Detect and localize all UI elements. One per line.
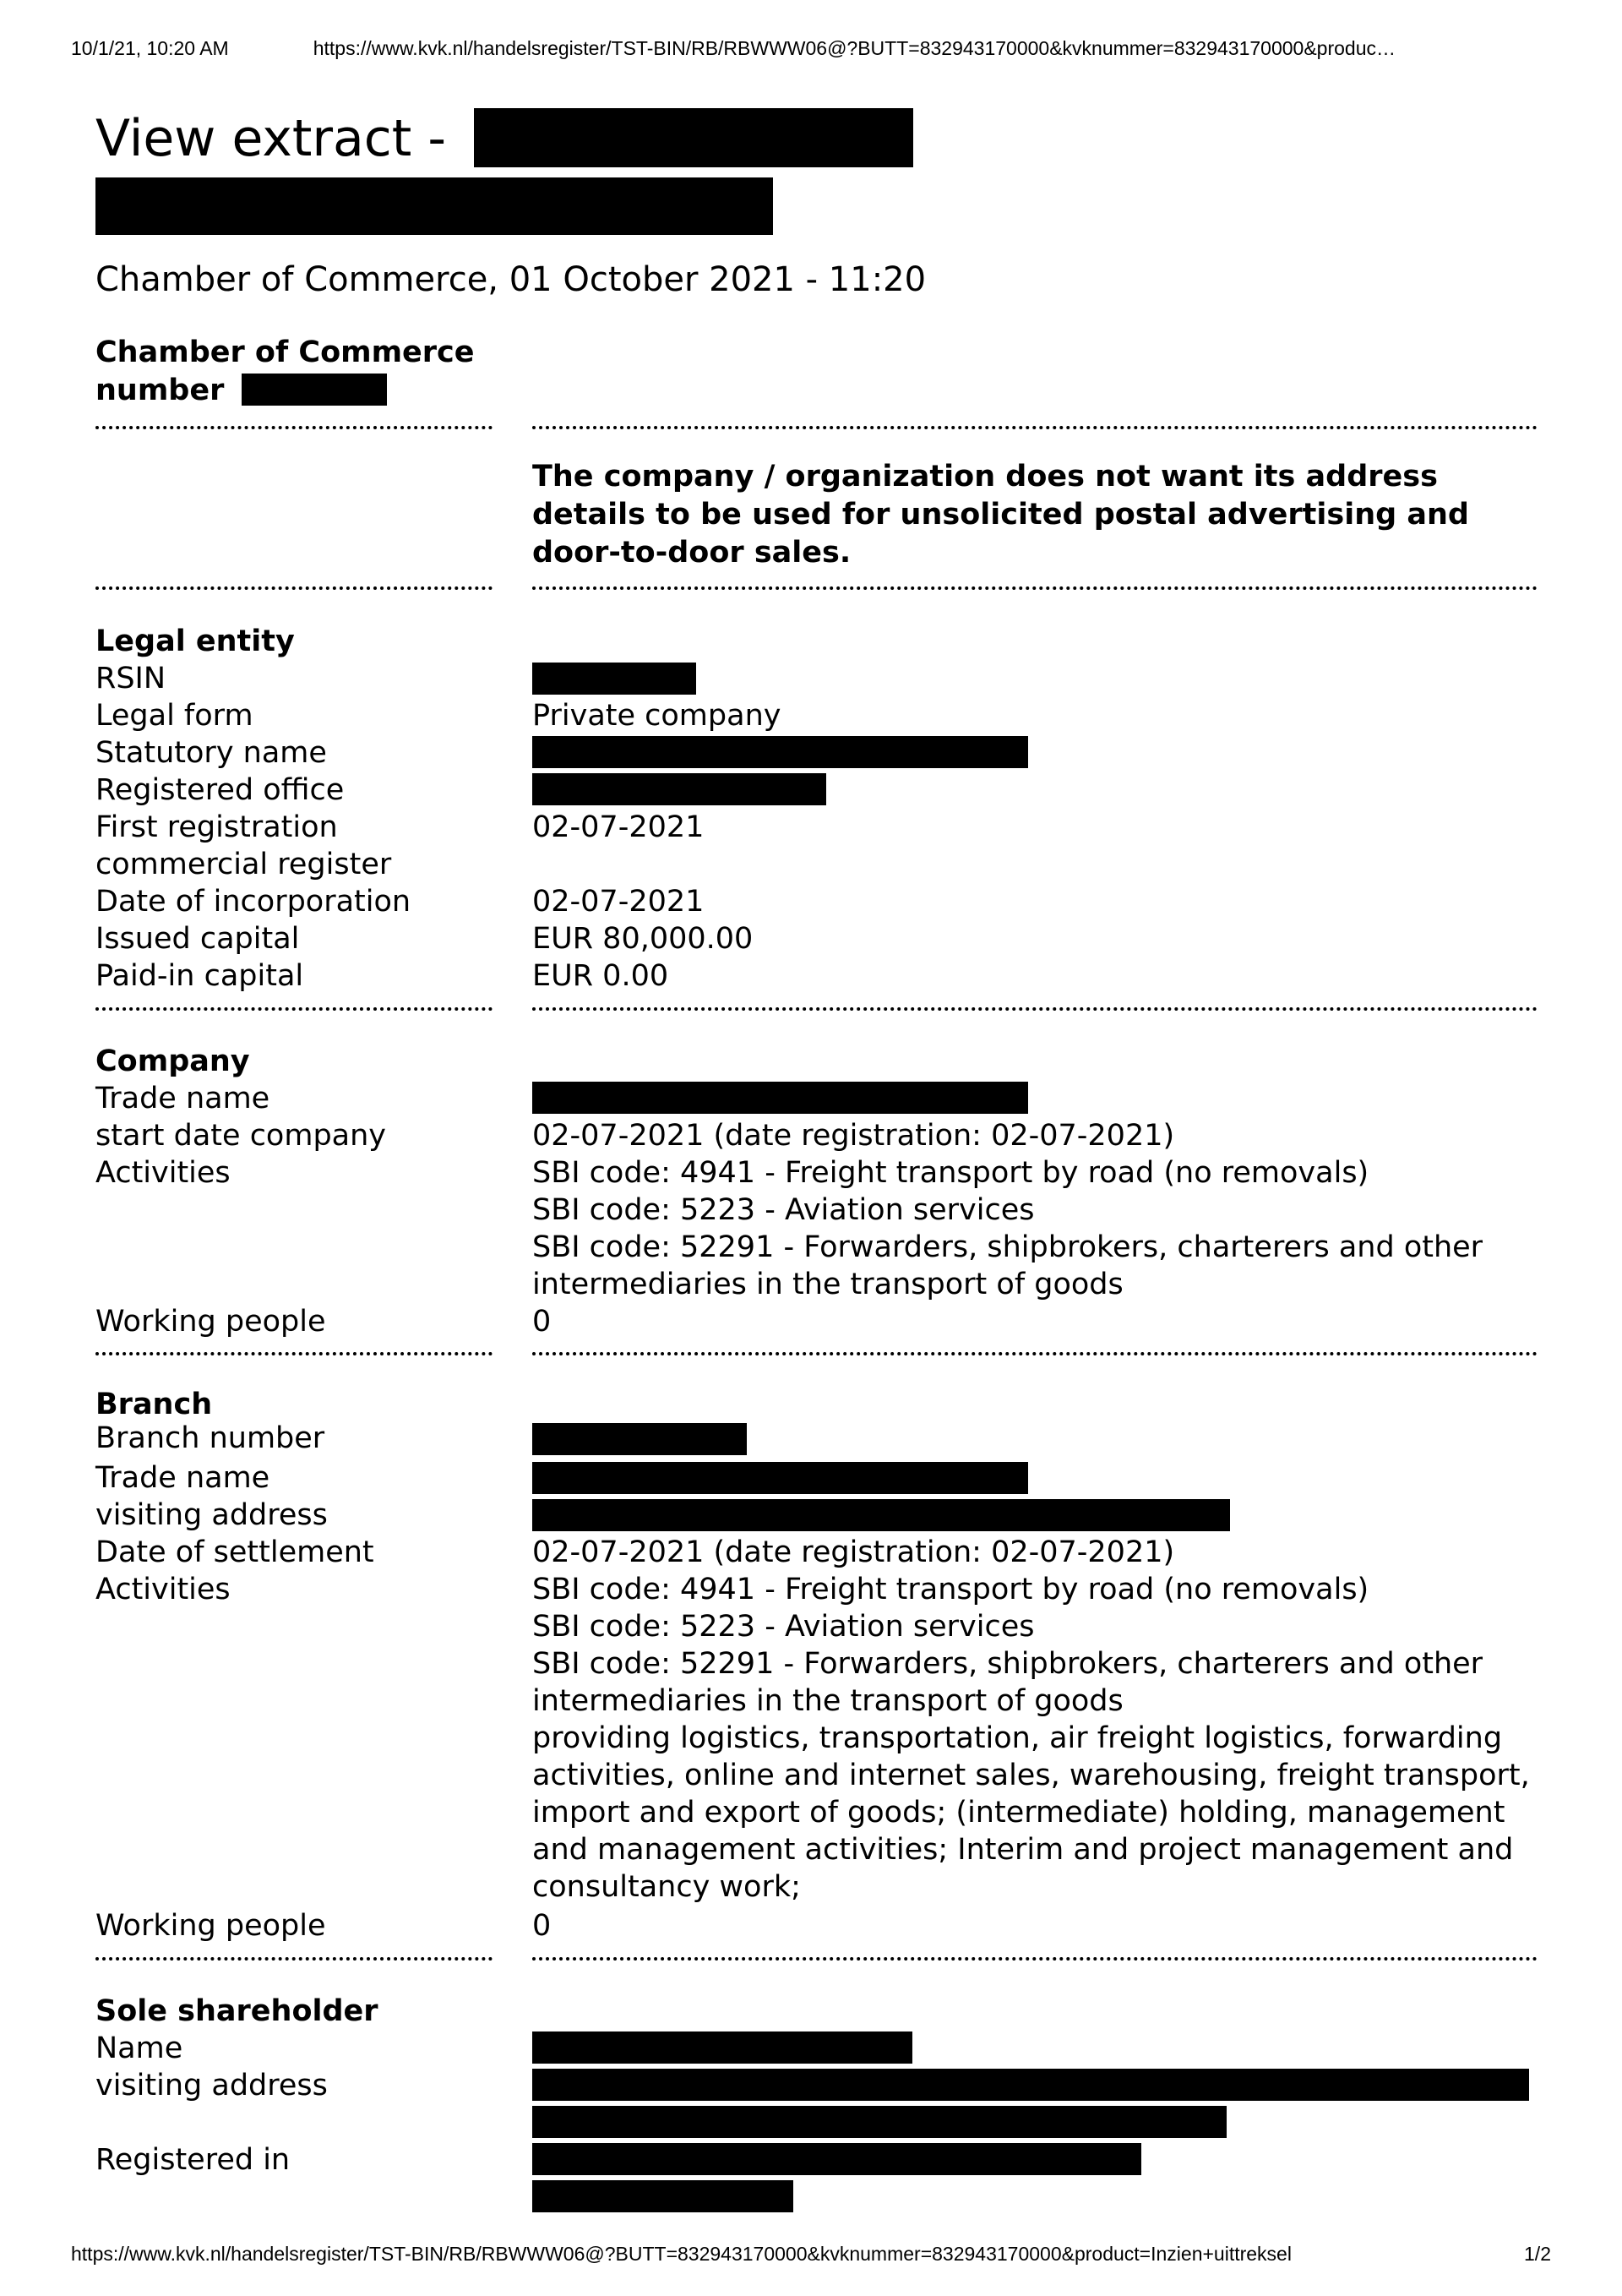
kvk-number-label-line2: number xyxy=(95,372,387,409)
company-activity-item: SBI code: 52291 - Forwarders, shipbrokers, charterers and other intermediaries in the transport of goods xyxy=(532,1230,1483,1301)
company-activities-label: Activities xyxy=(95,1156,231,1190)
company-activity-item: SBI code: 4941 - Freight transport by road (no removals) xyxy=(532,1156,1369,1190)
company-activity-item: SBI code: 5223 - Aviation services xyxy=(532,1193,1035,1227)
date-incorporation-label: Date of incorporation xyxy=(95,885,411,919)
date-settlement-label: Date of settlement xyxy=(95,1535,374,1569)
separator xyxy=(95,586,493,590)
shareholder-name-label: Name xyxy=(95,2031,183,2065)
separator xyxy=(95,426,493,429)
start-date-value: 02-07-2021 (date registration: 02-07-2021) xyxy=(532,1119,1175,1153)
start-date-label: start date company xyxy=(95,1119,387,1153)
shareholder-visiting-address-label: visiting address xyxy=(95,2069,328,2102)
separator xyxy=(532,1007,1538,1011)
address-notice: The company / organization does not want its address details to be used for unsolicited postal advertising and door-to-door sales. xyxy=(532,460,1469,570)
registered-in-label: Registered in xyxy=(95,2143,291,2177)
paid-in-capital-label: Paid-in capital xyxy=(95,959,304,993)
section-heading-sole-shareholder: Sole shareholder xyxy=(95,1994,378,2028)
print-header xyxy=(71,37,1551,60)
redacted-registered-in-line-1 xyxy=(532,2143,1141,2175)
issued-capital-label: Issued capital xyxy=(95,922,300,956)
separator xyxy=(95,1007,493,1011)
branch-number-label: Branch number xyxy=(95,1421,325,1455)
section-heading-legal-entity: Legal entity xyxy=(95,624,295,658)
redacted-shareholder-name xyxy=(532,2031,912,2064)
separator xyxy=(95,1957,493,1961)
redacted-shareholder-address-line-1 xyxy=(532,2069,1529,2101)
page-title xyxy=(95,108,913,169)
print-footer xyxy=(71,2243,1551,2266)
branch-working-people-label: Working people xyxy=(95,1909,326,1943)
page-number: 1/2 xyxy=(1524,2243,1551,2265)
company-activities-list xyxy=(532,1154,1538,1303)
branch-activities-label: Activities xyxy=(95,1573,231,1606)
legal-form-label: Legal form xyxy=(95,699,253,733)
registered-office-label: Registered office xyxy=(95,773,345,807)
branch-visiting-address-label: visiting address xyxy=(95,1498,328,1532)
print-datetime: 10/1/21, 10:20 AM xyxy=(71,37,229,59)
date-settlement-value: 02-07-2021 (date registration: 02-07-2021) xyxy=(532,1535,1175,1569)
branch-working-people-value: 0 xyxy=(532,1909,552,1943)
company-working-people-label: Working people xyxy=(95,1305,326,1339)
branch-activities-list xyxy=(532,1571,1538,1906)
branch-activity-description: providing logistics, transportation, air freight logistics, forwarding activities, online and internet sales, warehousing, freight transport, import and export of goods; (intermediate) holding, management and management activities; Interim and project management and consultancy work; xyxy=(532,1721,1530,1904)
redacted-statutory-name xyxy=(532,736,1028,768)
company-trade-name-label: Trade name xyxy=(95,1082,270,1115)
date-incorporation-value: 02-07-2021 xyxy=(532,885,705,919)
print-footer-url: https://www.kvk.nl/handelsregister/TST-BIN/RB/RBWWW06@?BUTT=832943170000&kvknummer=832943170000&product=Inzien+uittreksel xyxy=(71,2243,1292,2265)
separator xyxy=(532,1957,1538,1961)
section-heading-branch: Branch xyxy=(95,1388,213,1421)
page-title-prefix: View extract - xyxy=(95,109,447,168)
first-registration-label-2: commercial register xyxy=(95,848,392,881)
legal-form-value: Private company xyxy=(532,699,781,733)
branch-activity-item: SBI code: 52291 - Forwarders, shipbrokers, charterers and other intermediaries in the transport of goods xyxy=(532,1647,1483,1718)
branch-activity-item: SBI code: 4941 - Freight transport by road (no removals) xyxy=(532,1573,1369,1606)
redacted-branch-trade-name xyxy=(532,1462,1028,1494)
extract-subtitle: Chamber of Commerce, 01 October 2021 - 11:20 xyxy=(95,260,927,299)
separator xyxy=(95,1352,493,1355)
redacted-kvk-number xyxy=(242,374,387,406)
paid-in-capital-value: EUR 0.00 xyxy=(532,959,669,993)
issued-capital-value: EUR 80,000.00 xyxy=(532,922,754,956)
rsin-label: RSIN xyxy=(95,662,166,695)
first-registration-value: 02-07-2021 xyxy=(532,810,705,844)
separator xyxy=(532,426,1538,429)
redacted-company-trade-name xyxy=(532,1082,1028,1114)
redacted-company-name xyxy=(474,108,913,167)
kvk-number-label-line1: Chamber of Commerce xyxy=(95,335,475,369)
first-registration-label-1: First registration xyxy=(95,810,338,844)
statutory-name-label: Statutory name xyxy=(95,736,327,770)
separator xyxy=(532,586,1538,590)
section-heading-company: Company xyxy=(95,1044,250,1078)
print-url: https://www.kvk.nl/handelsregister/TST-BIN/RB/RBWWW06@?BUTT=832943170000&kvknummer=832943170000&produc… xyxy=(313,37,1396,59)
redacted-registered-in-line-2 xyxy=(532,2180,793,2212)
redacted-rsin xyxy=(532,663,696,695)
redacted-branch-number xyxy=(532,1423,747,1455)
company-working-people-value: 0 xyxy=(532,1305,552,1339)
redacted-branch-visiting-address xyxy=(532,1499,1230,1531)
redacted-shareholder-address-line-2 xyxy=(532,2106,1227,2138)
separator xyxy=(532,1352,1538,1355)
branch-trade-name-label: Trade name xyxy=(95,1461,270,1495)
redacted-title-line-2 xyxy=(95,177,773,235)
redacted-registered-office xyxy=(532,773,826,805)
branch-activity-item: SBI code: 5223 - Aviation services xyxy=(532,1610,1035,1644)
